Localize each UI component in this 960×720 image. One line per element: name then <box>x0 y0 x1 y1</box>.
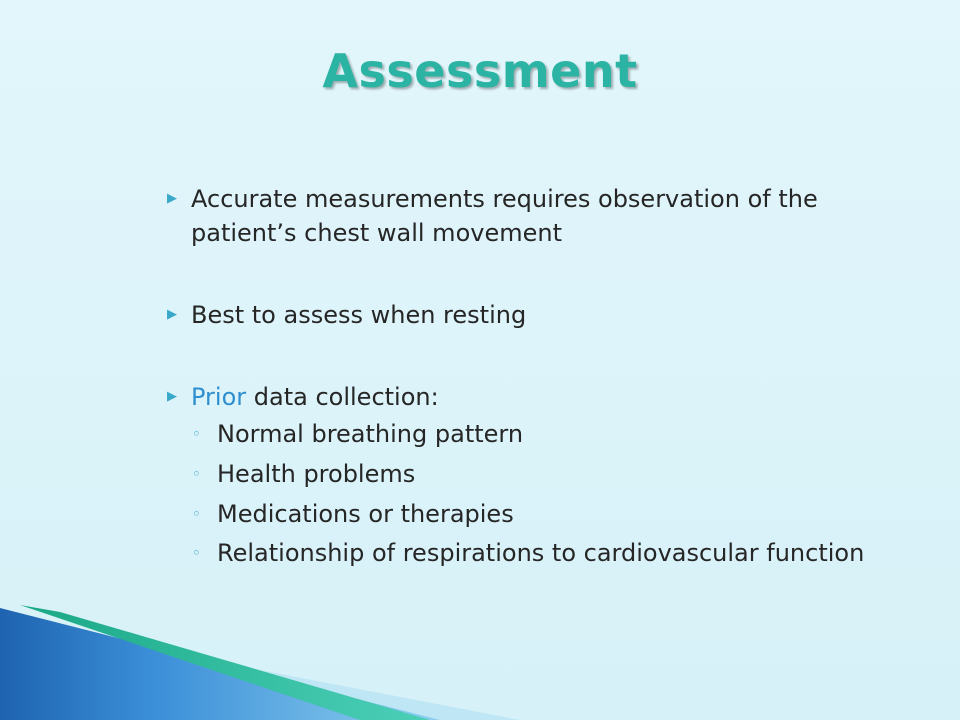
sub-bullet-item <box>165 414 865 454</box>
ring-icon: ◦ <box>192 505 201 523</box>
bullet-item <box>165 298 865 332</box>
slide-title: Assessment <box>322 44 638 98</box>
ring-icon: ◦ <box>192 465 201 483</box>
ring-icon: ◦ <box>192 544 201 562</box>
sub-bullet-text: Relationship of respirations to cardiovascular function <box>217 539 865 567</box>
bullet-list <box>165 182 865 572</box>
sub-bullet-item <box>165 454 865 494</box>
bullet-accent-text: Prior <box>191 383 247 411</box>
sub-bullet-text: Normal breathing pattern <box>217 420 524 448</box>
triangle-arrow-icon: ▶ <box>167 191 177 206</box>
bullet-text: Accurate measurements requires observation of the patient’s chest wall movement <box>191 185 818 247</box>
bullet-text: Best to assess when resting <box>191 301 527 329</box>
triangle-arrow-icon: ▶ <box>167 307 177 322</box>
sub-bullet-text: Health problems <box>217 460 416 488</box>
bullet-text: data collection: <box>246 383 439 411</box>
sub-bullet-item <box>165 494 865 534</box>
bullet-item <box>165 380 865 414</box>
bullet-item <box>165 182 865 250</box>
triangle-arrow-icon: ▶ <box>167 389 177 404</box>
sub-bullet-item <box>165 534 865 572</box>
sub-bullet-text: Medications or therapies <box>217 500 514 528</box>
ring-icon: ◦ <box>192 425 201 443</box>
